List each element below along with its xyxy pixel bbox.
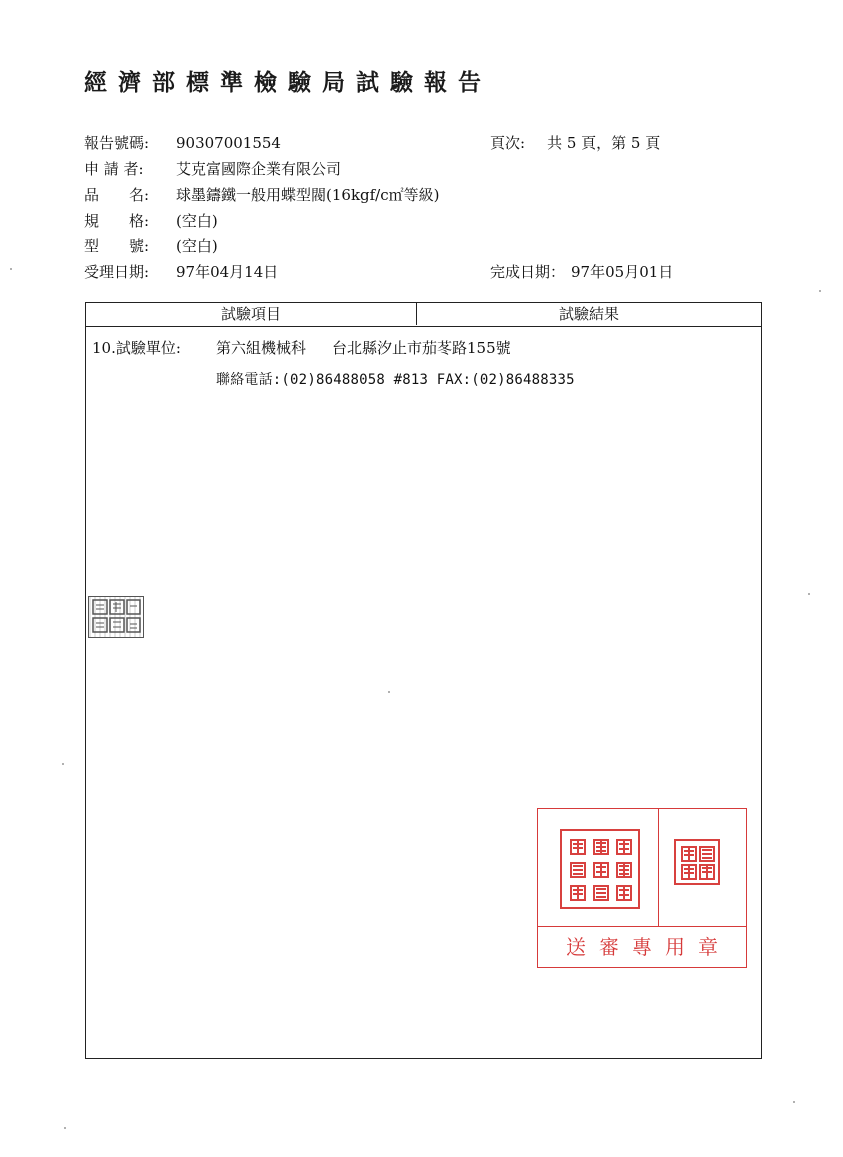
completed-date-value: 97年05月01日 xyxy=(571,263,674,281)
perforation-stamp xyxy=(88,596,144,638)
representative-seal xyxy=(674,839,720,885)
page-count-label: 頁次: xyxy=(490,134,526,152)
applicant-label: 申 請 者: xyxy=(84,160,144,178)
test-unit-address: 台北縣汐止市茄苳路155號 xyxy=(332,339,511,357)
received-date-value: 97年04月14日 xyxy=(176,263,279,281)
scan-speck xyxy=(808,593,810,595)
scan-speck xyxy=(64,1127,66,1129)
product-label: 品 名: xyxy=(84,186,150,204)
table-header xyxy=(86,303,761,327)
seal-divider-vertical xyxy=(658,809,659,926)
seal-caption: 送審專用章 xyxy=(566,935,731,959)
scan-speck xyxy=(10,268,12,270)
model-row xyxy=(84,237,218,255)
product-value: 球墨鑄鐵一般用蝶型閥(16kgf/c㎡等級) xyxy=(176,186,440,204)
column-header-item: 試驗項目 xyxy=(86,303,417,325)
completed-date-label: 完成日期： xyxy=(490,263,566,281)
received-date-label: 受理日期: xyxy=(84,263,150,281)
company-seal xyxy=(560,829,640,909)
column-header-result: 試驗結果 xyxy=(558,305,619,323)
scan-speck xyxy=(819,290,821,292)
scan-speck xyxy=(388,691,390,693)
scan-speck xyxy=(62,763,64,765)
model-value: (空白) xyxy=(176,237,218,255)
product-row xyxy=(84,186,440,204)
company-seal-graphic xyxy=(565,834,637,906)
scan-speck xyxy=(793,1101,795,1103)
applicant-row xyxy=(84,160,341,178)
received-date-row xyxy=(84,263,278,281)
report-number-value: 90307001554 xyxy=(176,134,281,152)
report-number-row xyxy=(84,134,281,152)
spec-row xyxy=(84,212,218,230)
report-title: 經濟部標準檢驗局試驗報告 xyxy=(84,70,492,96)
completed-date-row xyxy=(490,263,673,281)
spec-label: 規 格: xyxy=(84,212,150,230)
test-unit-name: 第六組機械科 xyxy=(216,339,307,357)
review-seal-box xyxy=(537,808,747,968)
representative-seal-graphic xyxy=(678,843,718,883)
spec-value: (空白) xyxy=(176,212,218,230)
model-label: 型 號: xyxy=(84,237,150,255)
page-count-row xyxy=(490,134,660,152)
test-unit-label: 10.試驗單位: xyxy=(92,339,181,357)
report-number-label: 報告號碼: xyxy=(84,134,150,152)
perforation-stamp-graphic xyxy=(90,597,143,636)
applicant-value: 艾克富國際企業有限公司 xyxy=(176,160,342,178)
page-count-value: 共 5 頁，第 5 頁 xyxy=(547,134,661,152)
test-unit-contact: 聯絡電話:(02)86488058 #813 FAX:(02)86488335 xyxy=(216,372,575,388)
